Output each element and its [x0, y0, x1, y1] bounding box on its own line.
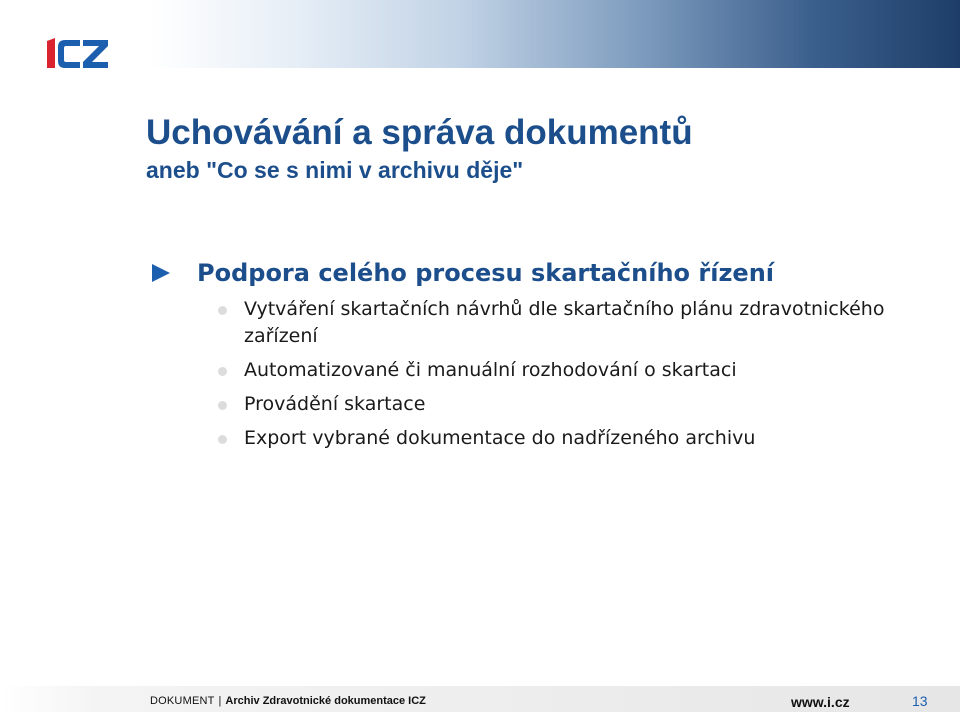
bullet-dot-icon	[218, 367, 227, 376]
content-section	[152, 254, 942, 459]
slide-header	[0, 0, 960, 68]
slide-footer	[0, 686, 960, 712]
bullet-dot-icon	[218, 306, 227, 315]
section-title: Podpora celého procesu skartačního řízení	[197, 259, 775, 287]
bullet-text: Automatizované či manuální rozhodování o skartaci	[244, 359, 737, 381]
bullet-dot-icon	[218, 435, 227, 444]
slide-title: Uchovávání a správa dokumentů	[146, 113, 693, 152]
bullet-list	[152, 296, 942, 452]
triangle-arrow-icon	[152, 264, 170, 282]
header-banner	[150, 0, 960, 68]
slide-subtitle: aneb "Co se s nimi v archivu děje"	[146, 157, 524, 183]
bullet-text: Export vybrané dokumentace do nadřízeného archivu	[244, 427, 756, 449]
list-item	[152, 296, 942, 350]
list-item	[152, 391, 942, 418]
icz-logo	[47, 36, 109, 68]
footer-website-link[interactable]: www.i.cz	[791, 694, 850, 710]
page-number: 13	[912, 693, 928, 709]
footer-label	[150, 695, 426, 707]
footer-separator: |	[218, 695, 222, 707]
section-heading	[152, 254, 942, 292]
list-item	[152, 425, 942, 452]
list-item	[152, 357, 942, 384]
bullet-text: Vytváření skartačních návrhů dle skartačního plánu zdravotnického zařízení	[244, 298, 885, 347]
footer-doc-label: DOKUMENT	[150, 695, 215, 707]
bullet-text: Provádění skartace	[244, 393, 426, 415]
bullet-dot-icon	[218, 401, 227, 410]
footer-archive-label: Archiv Zdravotnické dokumentace ICZ	[225, 695, 426, 707]
